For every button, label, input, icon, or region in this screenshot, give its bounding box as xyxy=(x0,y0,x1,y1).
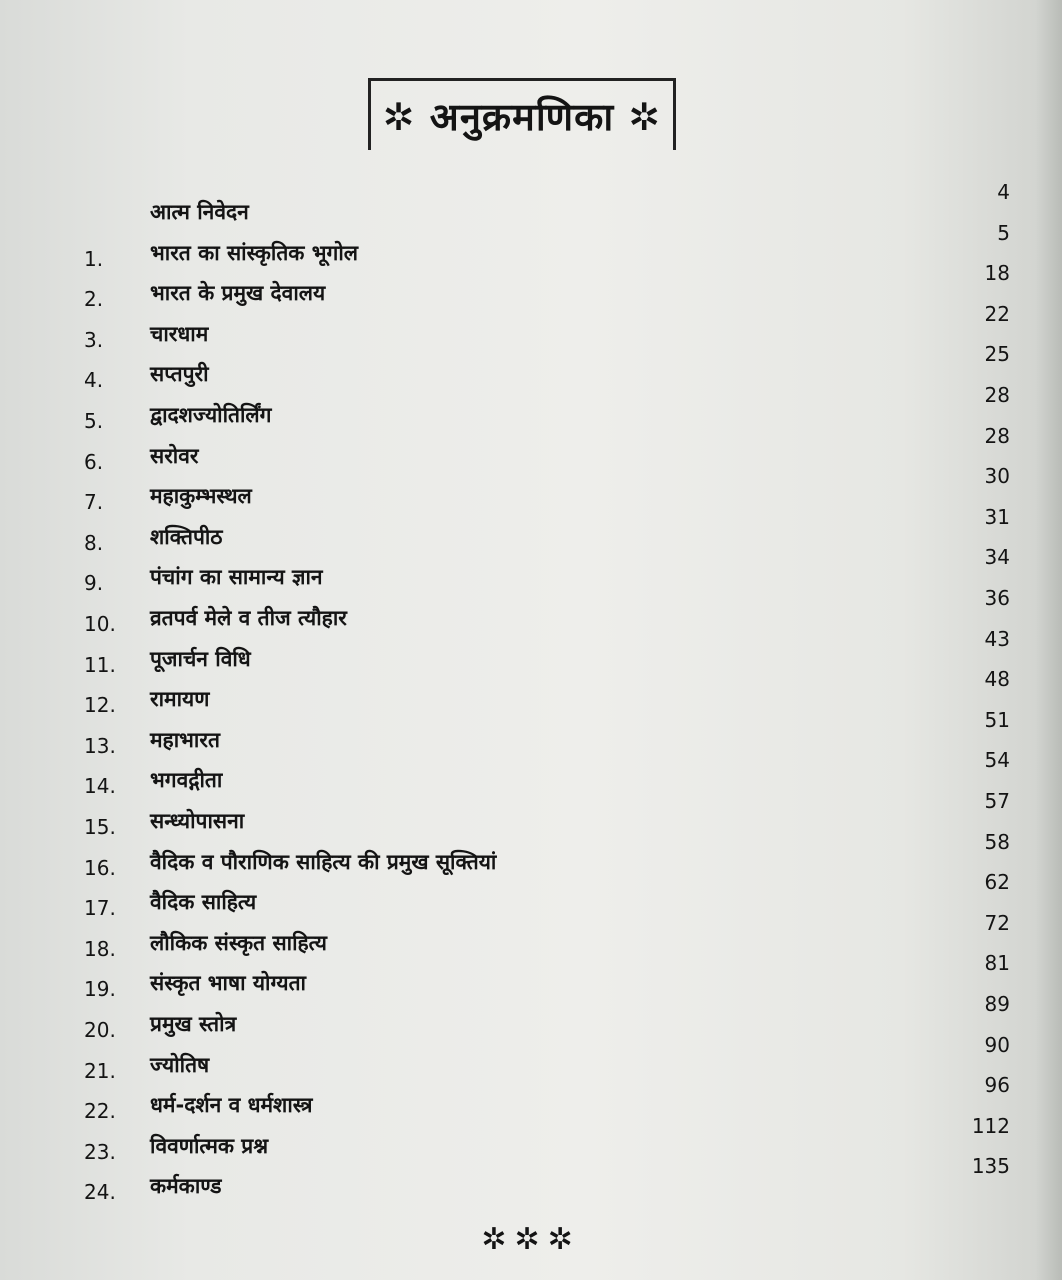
toc-entry-page: 25 xyxy=(984,342,1010,367)
toc-entry xyxy=(0,1032,1062,1083)
toc-entry-page: 48 xyxy=(984,667,1010,692)
toc-entry-number: 18. xyxy=(84,936,116,961)
toc-entry-number: 12. xyxy=(84,693,116,718)
toc-entry-title: चारधाम xyxy=(150,321,209,346)
toc-entry-number: 24. xyxy=(84,1180,116,1205)
toc-entry-number: 19. xyxy=(84,977,116,1002)
toc-entry-page: 135 xyxy=(971,1154,1010,1179)
toc-entry-number: 13. xyxy=(84,733,116,758)
toc-entry xyxy=(0,789,1062,839)
toc-entry-page: 89 xyxy=(984,992,1010,1016)
page-title: ✲ अनुक्रमणिका ✲ xyxy=(382,94,662,139)
toc-entry-page: 112 xyxy=(971,1113,1010,1138)
toc-entry-number: 2. xyxy=(84,287,104,312)
toc-entry-title: पंचांग का सामान्य ज्ञान xyxy=(150,565,323,590)
toc-entry-number: 22. xyxy=(84,1099,116,1124)
toc-entry-number: 15. xyxy=(84,815,116,839)
toc-entry-page: 30 xyxy=(984,464,1010,489)
toc-entry-title: रामायण xyxy=(150,687,210,712)
toc-entry-title: धर्म-दर्शन व धर्मशास्त्र xyxy=(150,1093,313,1118)
toc-entry xyxy=(0,301,1062,352)
toc-entry xyxy=(0,1073,1062,1124)
toc-entry xyxy=(0,586,1062,636)
toc-entry-title: सन्ध्योपासना xyxy=(150,809,245,833)
toc-entry-number: 1. xyxy=(84,246,104,271)
toc-entry-page: 81 xyxy=(984,951,1010,976)
toc-entry-page: 4 xyxy=(997,180,1010,204)
toc-entry-page: 22 xyxy=(984,301,1010,326)
toc-entry-title: पूजार्चन विधि xyxy=(150,646,251,671)
toc-entry-page: 28 xyxy=(984,383,1010,407)
toc-entry-title: शक्तिपीठ xyxy=(150,524,223,549)
toc-entry-page: 62 xyxy=(984,870,1010,895)
toc-entry xyxy=(0,707,1062,758)
toc-entry-title: लौकिक संस्कृत साहित्य xyxy=(150,930,327,955)
toc-entry-title: भारत के प्रमुख देवालय xyxy=(150,281,326,306)
footer-ornament: ✲✲✲ xyxy=(481,1222,581,1257)
toc-entry-title: द्वादशज्योतिर्लिंग xyxy=(150,403,272,427)
toc-entry-number: 4. xyxy=(84,368,104,393)
toc-entry xyxy=(0,504,1062,555)
toc-entry-number: 16. xyxy=(84,855,116,880)
toc-entry xyxy=(0,748,1062,799)
toc-entry-page: 18 xyxy=(984,261,1010,286)
toc-entry-title: वैदिक व पौराणिक साहित्य की प्रमुख सूक्तियां xyxy=(150,849,497,874)
toc-entry-title: वैदिक साहित्य xyxy=(150,890,257,915)
toc-entry-number: 7. xyxy=(84,490,104,515)
toc-entry-page: 51 xyxy=(984,707,1010,732)
toc-entry-page: 54 xyxy=(984,748,1010,773)
toc-entry-title: प्रमुख स्तोत्र xyxy=(150,1012,237,1036)
toc-entry-title: ज्योतिष xyxy=(150,1052,210,1077)
toc-entry xyxy=(0,180,1062,230)
toc-entry-number: 20. xyxy=(84,1018,116,1042)
toc-entry-title: सरोवर xyxy=(150,443,199,468)
toc-entry-number: 8. xyxy=(84,530,104,555)
toc-entry xyxy=(0,667,1062,718)
toc-entry xyxy=(0,464,1062,515)
toc-entry-number: 6. xyxy=(84,449,104,474)
toc-entry-number: 9. xyxy=(84,571,104,596)
toc-entry xyxy=(0,383,1062,433)
toc-entry xyxy=(0,342,1062,393)
toc-entry-number: 5. xyxy=(84,409,104,433)
toc-entry xyxy=(0,423,1062,474)
toc-entry-page: 28 xyxy=(984,423,1010,448)
toc-entry-title: महाभारत xyxy=(150,727,220,752)
toc-entry xyxy=(0,992,1062,1042)
toc-title-box xyxy=(368,78,676,150)
toc-entry-title: सप्तपुरी xyxy=(150,362,209,387)
toc-entry-title: महाकुम्भस्थल xyxy=(150,484,252,509)
toc-entry-number: 3. xyxy=(84,327,104,352)
toc-entry-page: 36 xyxy=(984,586,1010,610)
toc-entry xyxy=(0,870,1062,921)
toc-entry xyxy=(0,1113,1062,1164)
toc-entry-number: 10. xyxy=(84,612,116,636)
toc-entry xyxy=(0,626,1062,677)
toc-entry-page: 34 xyxy=(984,545,1010,570)
toc-entry xyxy=(0,1154,1062,1205)
toc-entry-page: 90 xyxy=(984,1032,1010,1057)
toc-entry-page: 5 xyxy=(997,220,1010,245)
toc-entry-page: 96 xyxy=(984,1073,1010,1098)
toc-entry-title: भारत का सांस्कृतिक भूगोल xyxy=(150,240,358,265)
toc-entry-page: 72 xyxy=(984,910,1010,935)
toc-entry xyxy=(0,829,1062,880)
toc-entry-title: कर्मकाण्ड xyxy=(150,1174,222,1199)
toc-entry xyxy=(0,545,1062,596)
toc-entry-number: 14. xyxy=(84,774,116,799)
toc-entry xyxy=(0,951,1062,1002)
toc-entry-title: आत्म निवेदन xyxy=(150,200,249,224)
toc-entry-page: 43 xyxy=(984,626,1010,651)
toc-entry-number: 17. xyxy=(84,896,116,921)
toc-entry-title: व्रतपर्व मेले व तीज त्यौहार xyxy=(150,606,347,630)
toc-entry-title: संस्कृत भाषा योग्यता xyxy=(150,971,306,996)
toc-entry-number: 11. xyxy=(84,652,116,677)
toc-entry xyxy=(0,910,1062,961)
toc-entry-number: 21. xyxy=(84,1058,116,1083)
toc-entry-title: भगवद्गीता xyxy=(150,768,223,793)
toc-entry xyxy=(0,220,1062,271)
toc-entry-number: 23. xyxy=(84,1139,116,1164)
toc-entry-page: 31 xyxy=(984,504,1010,529)
toc-entry-page: 58 xyxy=(984,829,1010,854)
toc-entry-page: 57 xyxy=(984,789,1010,813)
toc-entry xyxy=(0,261,1062,312)
toc-entry-title: विवर्णात्मक प्रश्न xyxy=(150,1133,269,1158)
